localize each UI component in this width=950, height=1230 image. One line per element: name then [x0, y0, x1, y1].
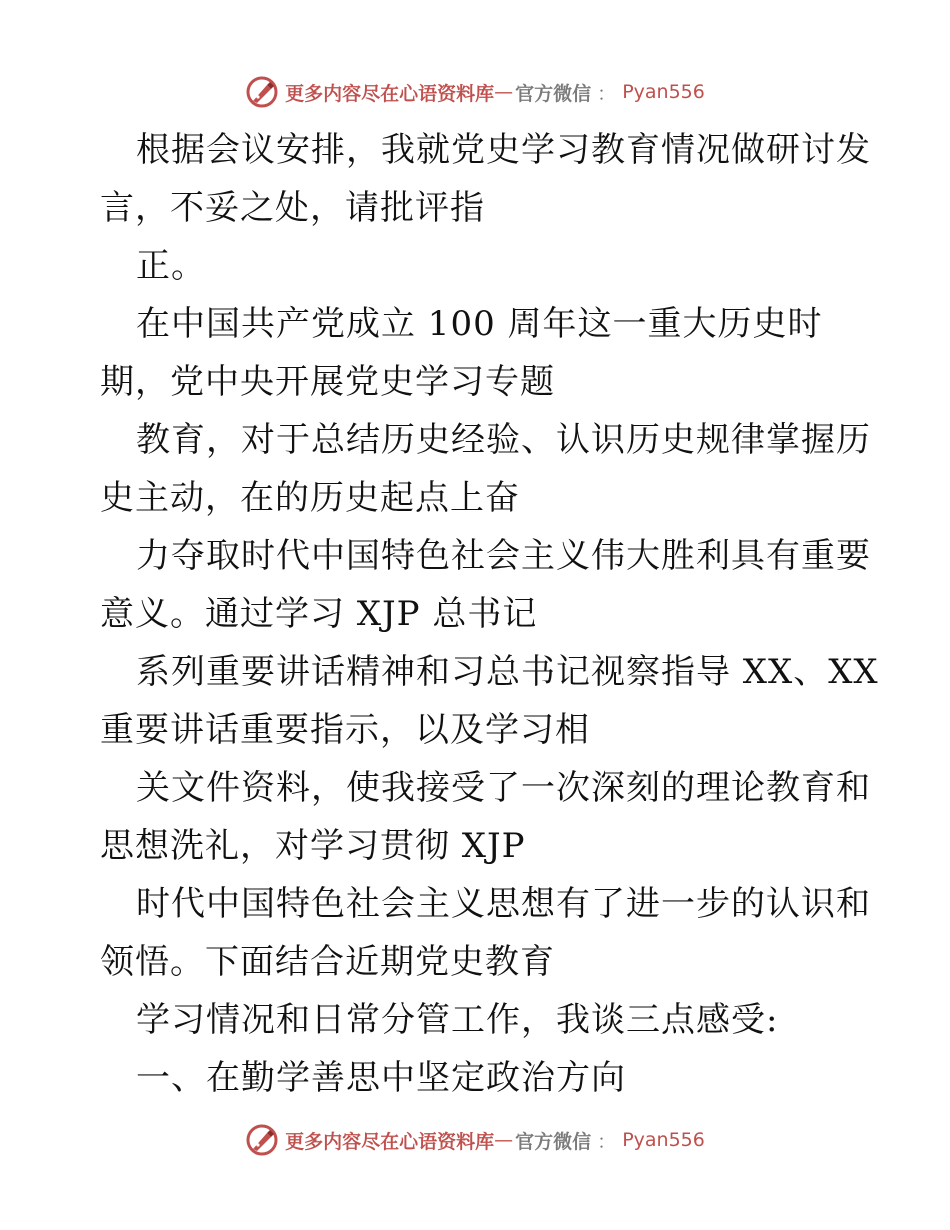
footer-watermark [0, 1120, 950, 1160]
text-line: 时代中国特色社会主义思想有了进一步的认识和 [136, 884, 871, 924]
text-line: 思想洗礼，对学习贯彻 XJP [100, 826, 526, 866]
text-line: 正。 [136, 246, 206, 286]
text-line: 系列重要讲话精神和习总书记视察指导 XX、XX [136, 652, 879, 692]
watermark-account: Pyan556 [622, 1129, 705, 1151]
text-line: 关文件资料，使我接受了一次深刻的理论教育和 [136, 768, 871, 808]
section-heading: 一、在勤学善思中坚定政治方向 [136, 1058, 626, 1098]
text-line: 重要讲话重要指示，以及学习相 [100, 710, 590, 750]
text-line: 根据会议安排，我就党史学习教育情况做研讨发 [136, 130, 871, 170]
text-line: 在中国共产党成立 100 周年这一重大历史时 [136, 304, 823, 344]
watermark-official-label: 官方微信 [515, 82, 592, 105]
text-line: 力夺取时代中国特色社会主义伟大胜利具有重要 [136, 536, 871, 576]
document-body [100, 121, 879, 1107]
watermark-dash: — [494, 1129, 514, 1151]
watermark-colon: ： [597, 1130, 617, 1153]
text-line: 期，党中央开展党史学习专题 [100, 362, 555, 402]
watermark-main-text: 更多内容尽在心语资料库 [285, 82, 495, 105]
header-watermark [0, 72, 950, 112]
text-line: 言，不妥之处，请批评指 [100, 188, 485, 228]
text-line: 学习情况和日常分管工作，我谈三点感受: [136, 1000, 779, 1040]
text-line: 意义。通过学习 XJP 总书记 [100, 594, 538, 634]
pen-nib-logo-icon [245, 75, 279, 109]
watermark-colon: ： [597, 82, 617, 105]
watermark-official-label: 官方微信 [515, 1130, 592, 1153]
pen-nib-logo-icon [245, 1123, 279, 1157]
watermark-dash: — [494, 81, 514, 103]
text-line: 领悟。下面结合近期党史教育 [100, 942, 555, 982]
text-line: 史主动，在的历史起点上奋 [100, 478, 520, 518]
watermark-main-text: 更多内容尽在心语资料库 [285, 1130, 495, 1153]
watermark-account: Pyan556 [622, 81, 705, 103]
text-line: 教育，对于总结历史经验、认识历史规律掌握历 [136, 420, 871, 460]
